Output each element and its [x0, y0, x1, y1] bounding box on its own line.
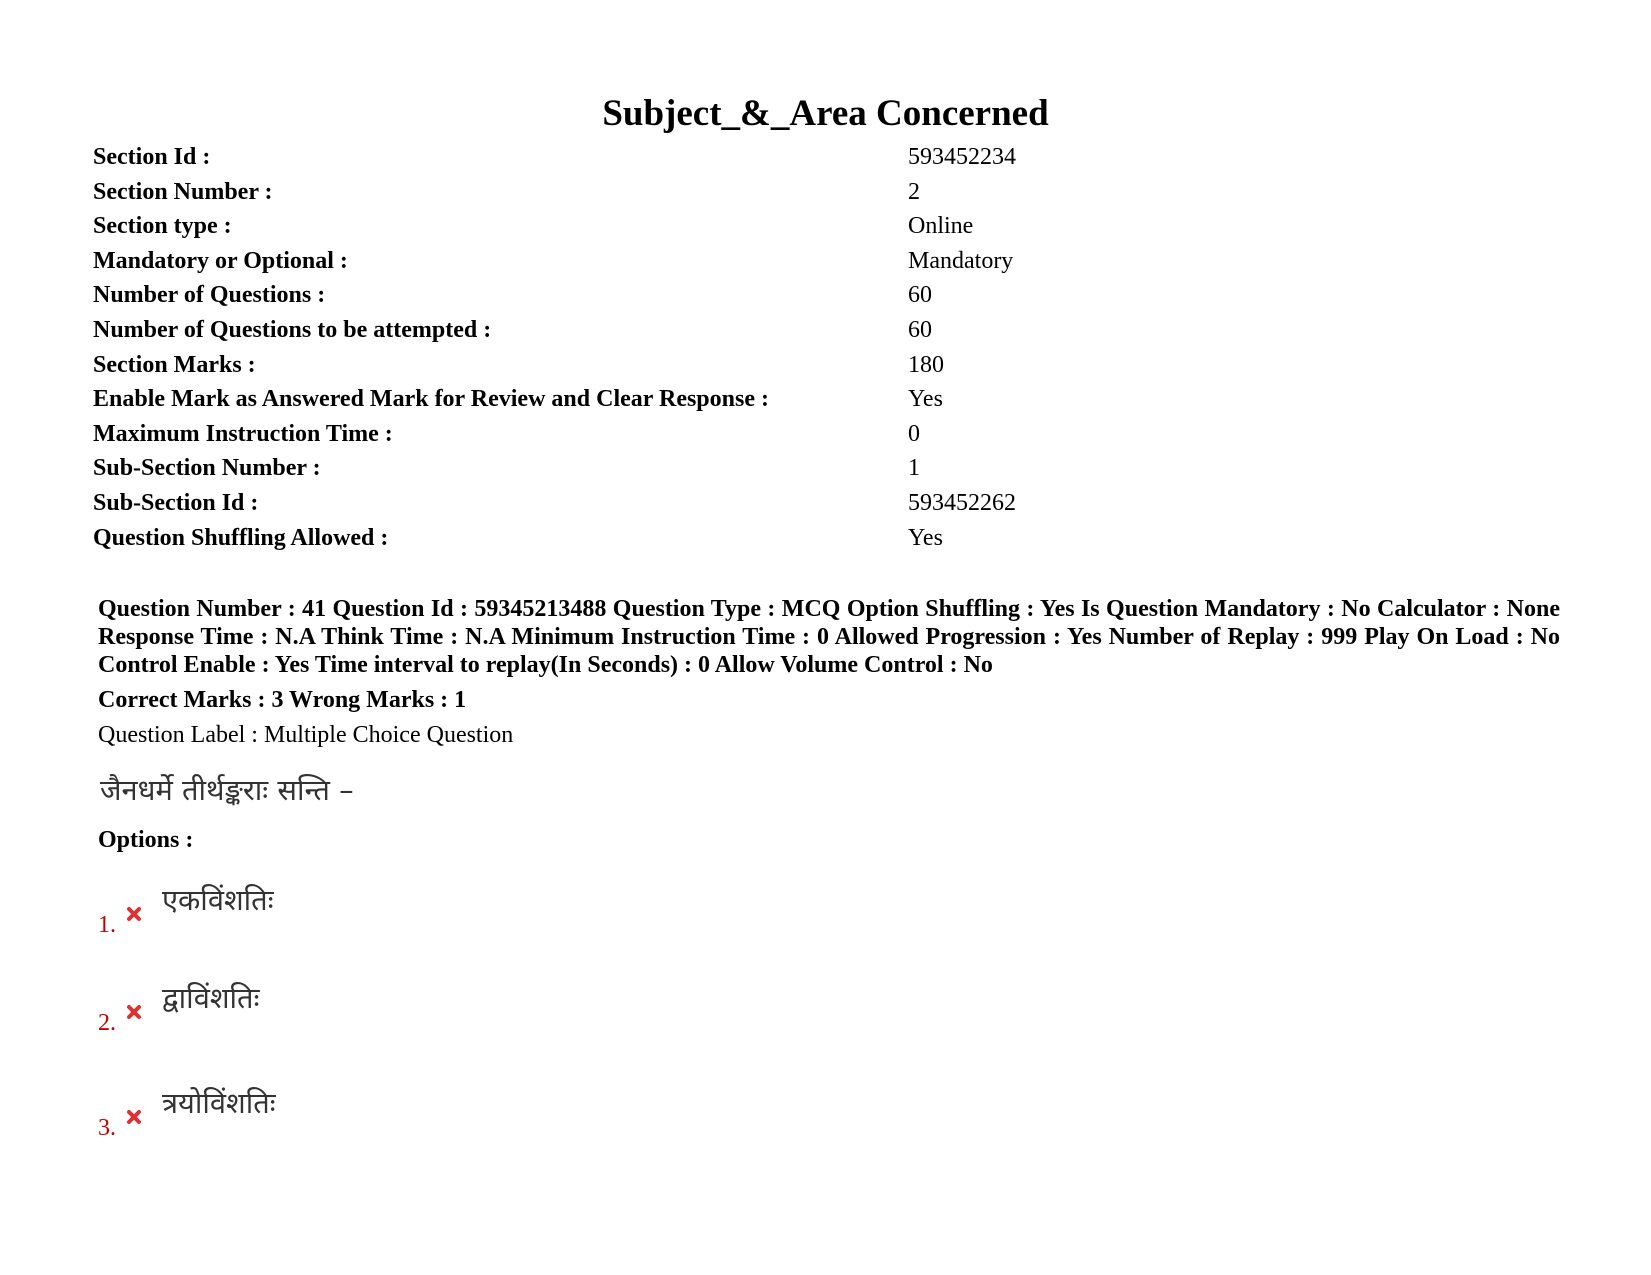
field-label: Maximum Instruction Time : [93, 420, 393, 447]
cross-icon [125, 905, 143, 923]
field-label: Question Shuffling Allowed : [93, 524, 389, 551]
option-text: द्वाविंशतिः [162, 981, 260, 1015]
field-value: 2 [908, 178, 920, 205]
option-number: 1. [98, 912, 116, 938]
field-value: 1 [908, 455, 920, 482]
sub-section-number-row [93, 451, 1543, 486]
page-title: Subject_&_Area Concerned [602, 93, 1049, 134]
option-text: त्रयोविंशतिः [162, 1086, 276, 1120]
question-label: Question Label : Multiple Choice Question [98, 722, 514, 748]
sub-section-id-row [93, 486, 1543, 521]
field-label: Mandatory or Optional : [93, 247, 348, 274]
option-number: 2. [98, 1010, 116, 1036]
field-label: Enable Mark as Answered Mark for Review and Clear Response : [93, 386, 769, 413]
options-heading: Options : [98, 827, 194, 853]
field-value: 180 [908, 351, 944, 378]
option-3 [98, 1083, 498, 1143]
field-value: 60 [908, 282, 932, 309]
question-text: जैनधर्मे तीर्थङ्कराः सन्ति – [100, 773, 354, 807]
field-label: Section type : [93, 213, 232, 240]
section-number-row [93, 175, 1543, 210]
field-value: Yes [908, 524, 943, 551]
field-value: Online [908, 213, 974, 240]
instruction-time-row [93, 417, 1543, 452]
field-value: Mandatory [908, 247, 1014, 274]
field-value: 0 [908, 420, 920, 447]
field-label: Section Number : [93, 178, 273, 205]
question-marks: Correct Marks : 3 Wrong Marks : 1 [98, 687, 467, 713]
field-value: Yes [908, 386, 943, 413]
cross-icon [125, 1003, 143, 1021]
mandatory-row [93, 244, 1543, 279]
field-label: Number of Questions to be attempted : [93, 316, 492, 343]
question-meta: Question Number : 41 Question Id : 59345213488 Question Type : MCQ Option Shuffling : Yes Is Question Mandatory : No Calculator : None Response Time : N.A Think Time : N.A Minimum Instruction Time : 0 Allowed Progression : Yes Number of Replay : 999 Play On Load : No Control Enable : Yes Time interval to replay(In Seconds) : 0 Allow Volume Control : No [98, 596, 1560, 678]
field-value: 60 [908, 316, 932, 343]
question-shuffling-row [93, 521, 1543, 556]
option-text: एकविंशतिः [162, 883, 274, 917]
field-label: Section Marks : [93, 351, 256, 378]
field-value: 593452262 [908, 489, 1016, 516]
field-value: 593452234 [908, 144, 1016, 170]
section-type-row [93, 209, 1543, 244]
questions-attempted-row [93, 313, 1543, 348]
option-number: 3. [98, 1115, 116, 1141]
section-id-row [93, 140, 1543, 175]
question-count-row [93, 278, 1543, 313]
option-2 [98, 978, 498, 1038]
field-label: Sub-Section Id : [93, 489, 259, 516]
section-info-table [93, 140, 1543, 555]
field-label: Sub-Section Number : [93, 455, 321, 482]
enable-mark-row [93, 382, 1543, 417]
field-label: Number of Questions : [93, 282, 326, 309]
option-1 [98, 880, 498, 940]
cross-icon [125, 1108, 143, 1126]
section-marks-row [93, 348, 1543, 383]
field-label: Section Id : [93, 144, 211, 170]
